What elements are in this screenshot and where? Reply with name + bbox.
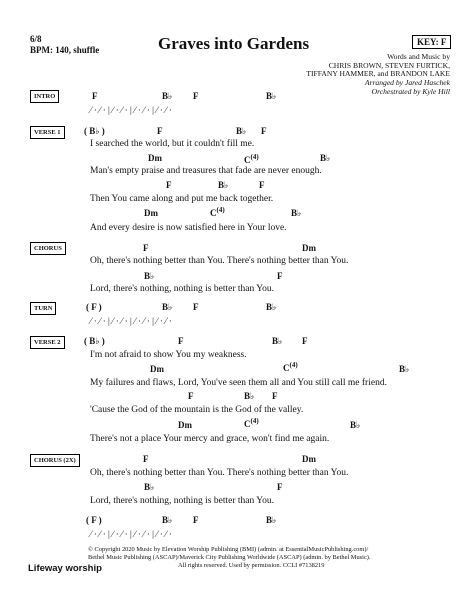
chord [283, 361, 298, 373]
chord: F [92, 91, 98, 101]
chord: F [166, 180, 172, 190]
chord: ( F ) [86, 515, 102, 525]
copyright-line: © Copyright 2020 Music by Elevation Worship Publishing (BMI) (admin. at EssentialMusicPublishing.com)/ [88, 546, 369, 553]
chord: F [277, 271, 283, 281]
rhythm-slashes: ⁄ · ⁄ · | ⁄ · ⁄ · | ⁄ · ⁄ · | ⁄ · ⁄ · [90, 316, 172, 326]
chord: F [143, 243, 149, 253]
chord [210, 206, 225, 218]
chord: ( B♭ ) [84, 336, 105, 346]
lyric-line: Oh, there's nothing better than You. There's nothing better than You. [90, 468, 349, 478]
chord [244, 417, 259, 429]
chord: Dm [178, 420, 192, 430]
chord: B♭ [266, 91, 277, 101]
chord-suspension: (4) [216, 206, 225, 214]
chord-suspension: (4) [250, 153, 259, 161]
key-badge: KEY: F [412, 35, 451, 49]
chord: B♭ [162, 302, 173, 312]
chord: B♭ [162, 515, 173, 525]
credits-arranger: Arranged by Jared Haschek [364, 78, 450, 88]
chord: F [259, 180, 265, 190]
tempo: BPM: 140, shuffle [30, 45, 100, 55]
chord [244, 153, 259, 165]
chord: F [143, 454, 149, 464]
chord-root: C [244, 155, 251, 165]
lyric-line: 'Cause the God of the mountain is the God of the valley. [90, 405, 304, 415]
chord: F [302, 336, 308, 346]
chord: B♭ [350, 420, 361, 430]
chord-root: C [244, 419, 251, 429]
section-label-verse-1: VERSE 1 [30, 126, 65, 139]
chord-suspension: (4) [250, 417, 259, 425]
credits-writers: CHRIS BROWN, STEVEN FURTICK, [328, 60, 450, 70]
chord: F [193, 91, 199, 101]
chord: Dm [302, 454, 316, 464]
chord: F [178, 336, 184, 346]
chord: F [277, 482, 283, 492]
time-signature: 6/8 [30, 34, 42, 44]
section-label-chorus-2x: CHORUS (2X) [30, 454, 80, 467]
lyric-line: I'm not afraid to show You my weakness. [90, 350, 247, 360]
chord-root: C [283, 363, 290, 373]
lifeway-worship-logo: Lifeway worship [28, 563, 102, 574]
section-label-turn: TURN [30, 302, 56, 315]
chord: Dm [150, 364, 164, 374]
chord: B♭ [144, 482, 155, 492]
chord: B♭ [266, 302, 277, 312]
copyright [88, 546, 371, 570]
copyright-line: Bethel Music Publishing (ASCAP)/Maverick City Publishing Worldwide (ASCAP) (admin. by Bethel Music). [88, 554, 371, 561]
lyric-line: And every desire is now satisfied here in Your love. [90, 223, 287, 233]
lyric-line: Lord, there's nothing, nothing is better than You. [90, 284, 275, 294]
chord: B♭ [291, 208, 302, 218]
chord: B♭ [266, 515, 277, 525]
lyric-line: Then You came along and put me back together. [90, 194, 274, 204]
chord: B♭ [236, 126, 247, 136]
chord-suspension: (4) [289, 361, 298, 369]
chord: F [193, 302, 199, 312]
chord: B♭ [244, 391, 255, 401]
chord: F [188, 391, 194, 401]
section-label-intro: INTRO [30, 90, 59, 103]
chord: F [193, 515, 199, 525]
copyright-line: All rights reserved. Used by permission. CCLI #7138219 [178, 562, 325, 569]
chord: B♭ [144, 271, 155, 281]
chord: B♭ [399, 364, 410, 374]
lyric-line: My failures and flaws, Lord, You've seen them all and You still call me friend. [90, 378, 387, 388]
credits-orchestrator: Orchestrated by Kyle Hill [371, 86, 450, 96]
lyric-line: Oh, there's nothing better than You. There's nothing better than You. [90, 256, 349, 266]
chord-root: C [210, 208, 217, 218]
chord: F [272, 391, 278, 401]
chord: Dm [302, 243, 316, 253]
rhythm-slashes: ⁄ · ⁄ · | ⁄ · ⁄ · | ⁄ · ⁄ · | ⁄ · ⁄ · [90, 529, 172, 539]
lyric-line: There's not a place Your mercy and grace, won't find me again. [90, 434, 330, 444]
section-label-chorus: CHORUS [30, 242, 66, 255]
song-title: Graves into Gardens [158, 34, 310, 53]
section-label-verse-2: VERSE 2 [30, 336, 65, 349]
chord: Dm [144, 208, 158, 218]
chord: ( F ) [86, 302, 102, 312]
rhythm-slashes: ⁄ · ⁄ · | ⁄ · ⁄ · | ⁄ · ⁄ · | ⁄ · ⁄ · [90, 105, 172, 115]
chord: B♭ [320, 153, 331, 163]
chord: Dm [148, 153, 162, 163]
chord: B♭ [272, 336, 283, 346]
lyric-line: Man's empty praise and treasures that fade are never enough. [90, 166, 322, 176]
credits-line: Words and Music by [387, 52, 450, 61]
credits [306, 53, 450, 97]
chord: ( B♭ ) [84, 126, 105, 136]
chord: F [157, 126, 163, 136]
lyric-line: I searched the world, but it couldn't fill me. [90, 139, 255, 149]
chord: B♭ [162, 91, 173, 101]
chord: F [261, 126, 267, 136]
credits-writers: TIFFANY HAMMER, and BRANDON LAKE [306, 69, 450, 79]
lyric-line: Lord, there's nothing, nothing is better than You. [90, 496, 275, 506]
chord: B♭ [218, 180, 229, 190]
